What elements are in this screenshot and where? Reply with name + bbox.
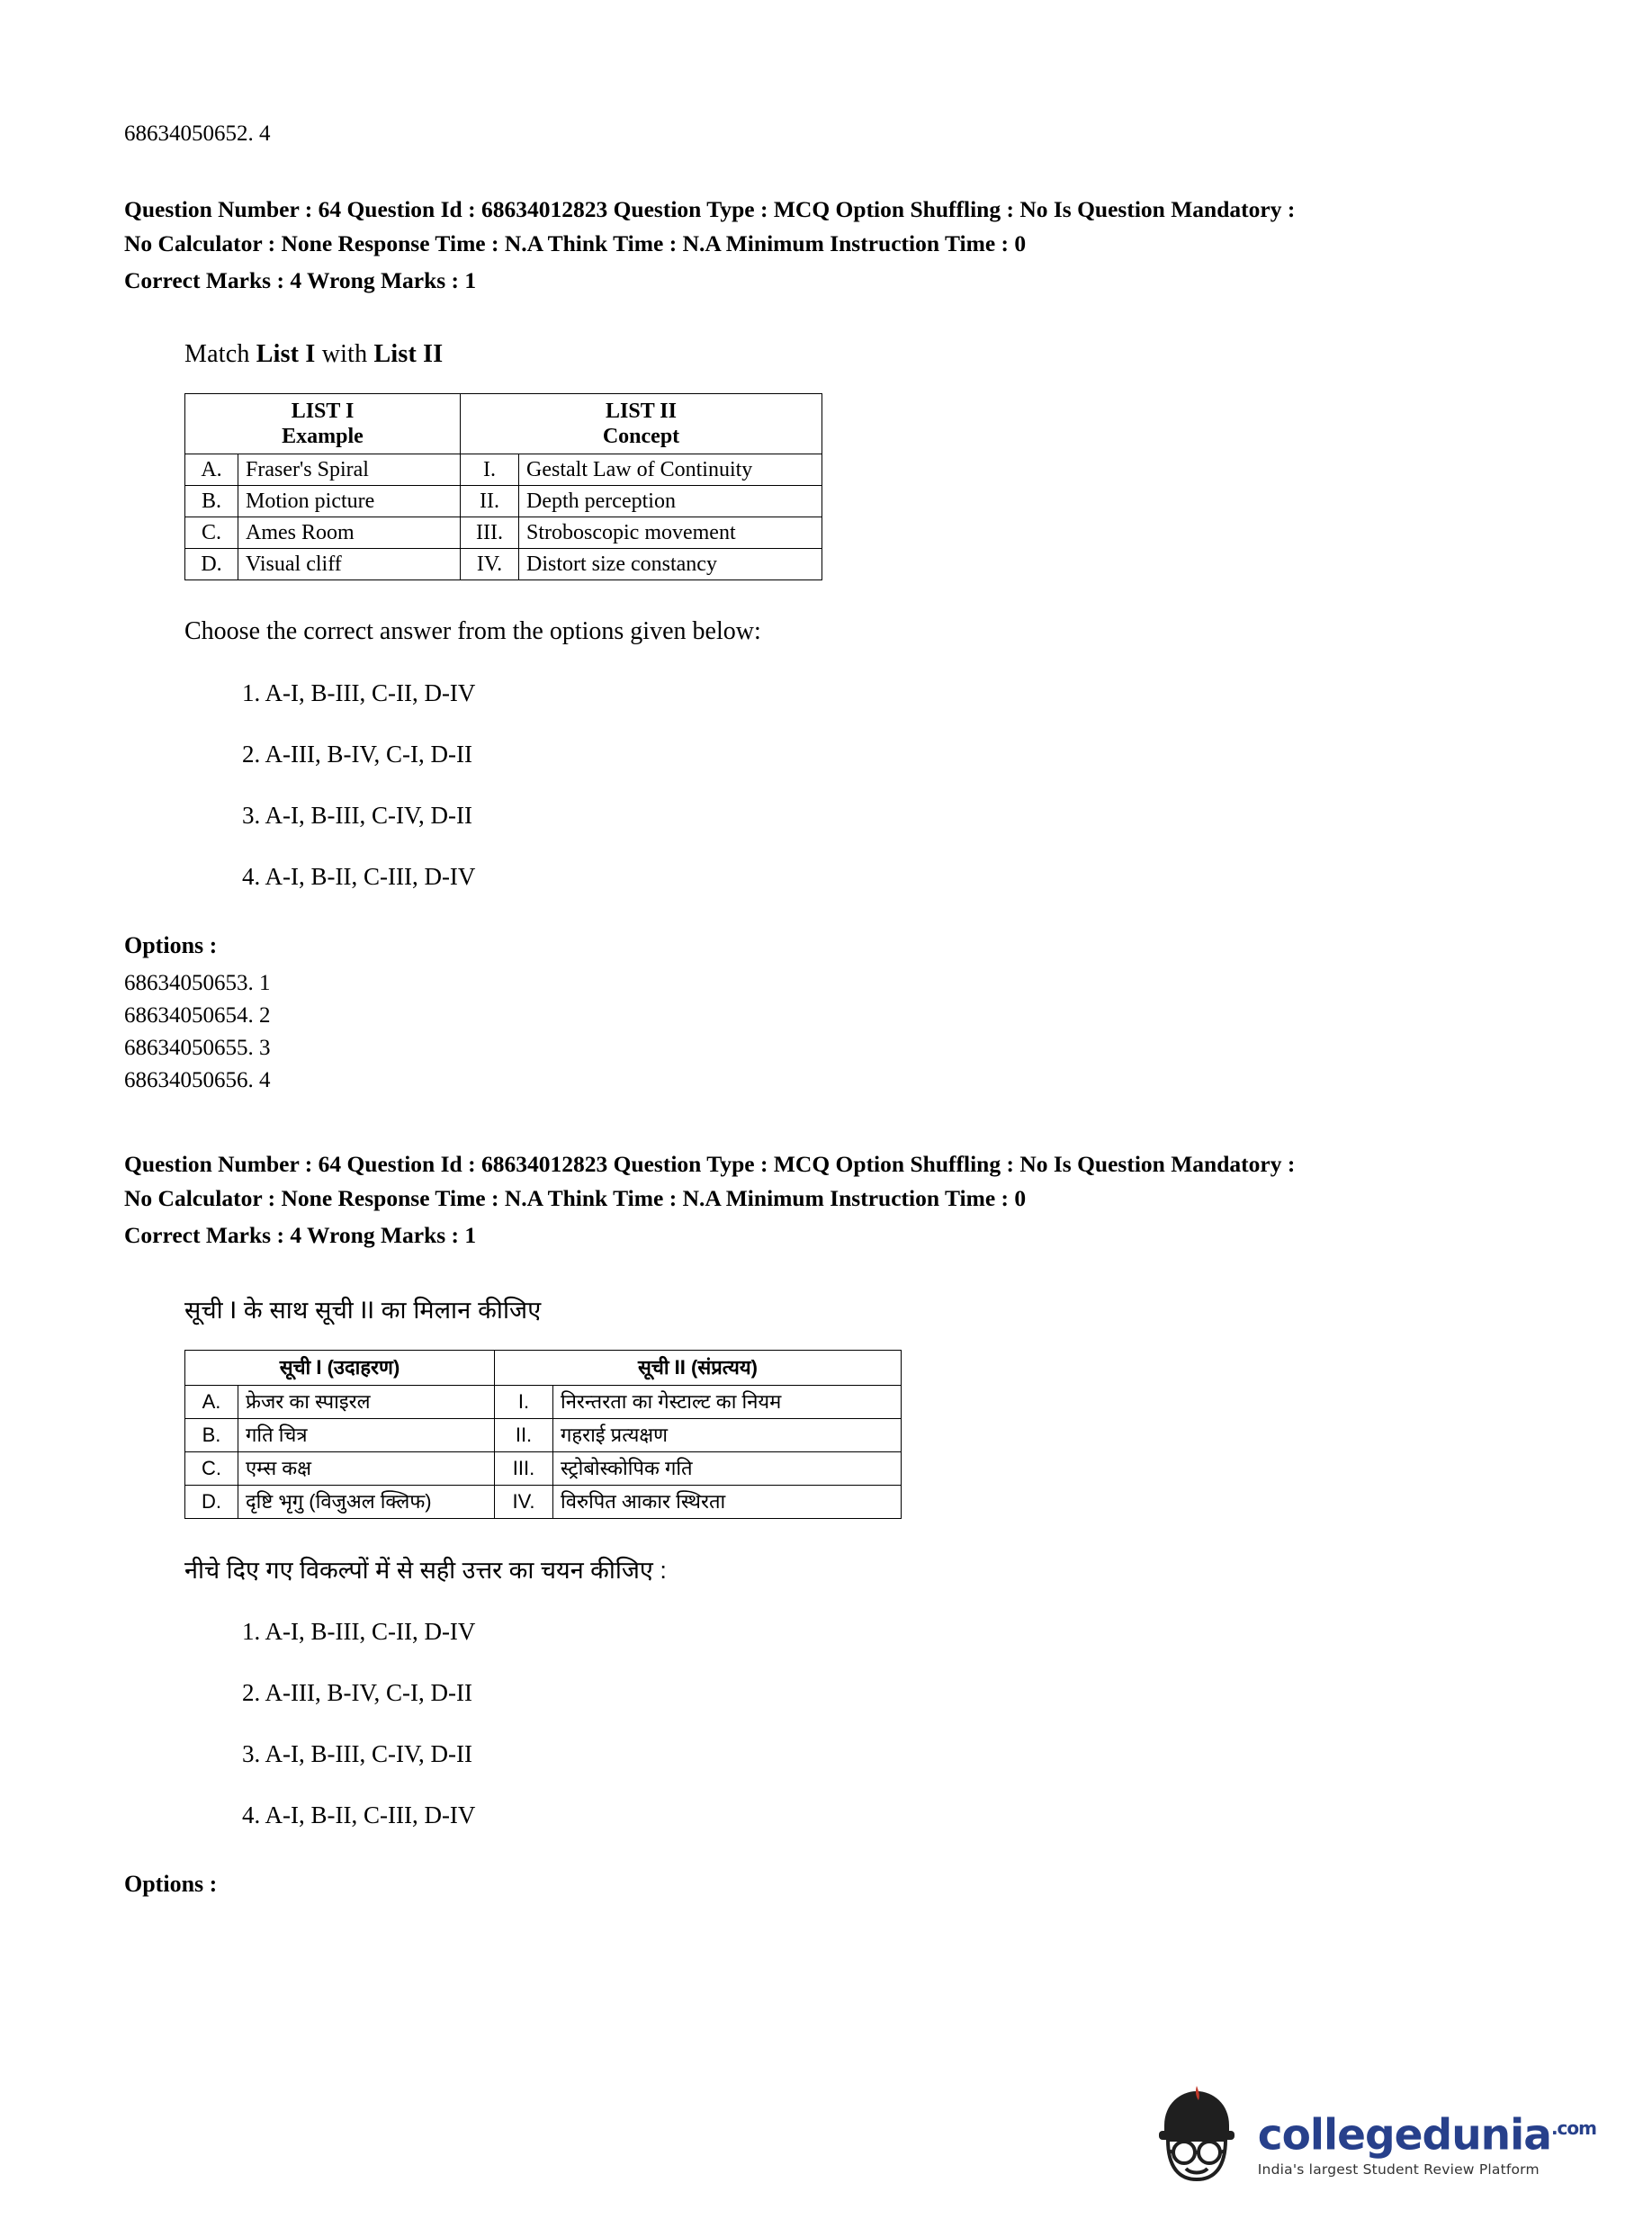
row-example: गति चित्र <box>238 1419 495 1452</box>
table-row <box>185 1486 902 1519</box>
row-roman: III. <box>495 1452 553 1486</box>
header-list-one-line1: LIST I <box>291 400 355 423</box>
header-list-two-line2: Concept <box>602 425 680 448</box>
option-id: 68634050655. 3 <box>124 1036 271 1060</box>
match-table-hindi <box>184 1350 902 1519</box>
table-row <box>185 454 822 486</box>
answer-option: 3. A-I, B-III, C-IV, D-II <box>242 802 472 829</box>
list-two-label: List II <box>373 340 444 368</box>
row-concept: Gestalt Law of Continuity <box>519 454 822 486</box>
choose-instruction: Choose the correct answer from the options given below: <box>184 617 761 645</box>
question-block-hindi <box>124 1147 1537 1899</box>
row-roman: III. <box>461 517 519 549</box>
match-instruction-hindi: सूची I के साथ सूची II का मिलान कीजिए <box>184 1297 542 1324</box>
answer-option: 4. A-I, B-II, C-III, D-IV <box>242 863 476 890</box>
collegedunia-wordmark <box>1258 2106 1596 2181</box>
row-label: B. <box>185 1419 238 1452</box>
brand-text: collegedunia <box>1257 2111 1551 2161</box>
answer-option: 2. A-III, B-IV, C-I, D-II <box>242 1679 472 1706</box>
table-row <box>185 517 822 549</box>
row-label: D. <box>185 1486 238 1519</box>
match-prefix: Match <box>184 340 256 368</box>
table-row <box>185 1419 902 1452</box>
row-example: Motion picture <box>238 486 461 517</box>
options-label: Options : <box>124 1871 218 1897</box>
options-label: Options : <box>124 932 218 958</box>
row-label: A. <box>185 454 238 486</box>
header-list-two-line1: LIST II <box>606 400 677 423</box>
row-label: C. <box>185 517 238 549</box>
row-concept: स्ट्रोबोस्कोपिक गति <box>553 1452 902 1486</box>
table-row <box>185 549 822 580</box>
answer-option: 1. A-I, B-III, C-II, D-IV <box>242 1618 476 1645</box>
row-concept: विरुपित आकार स्थिरता <box>553 1486 902 1519</box>
question-header-hindi <box>124 1147 1546 1253</box>
question-marks: Correct Marks : 4 Wrong Marks : 1 <box>124 267 477 293</box>
row-concept: Stroboscopic movement <box>519 517 822 549</box>
row-label: A. <box>185 1386 238 1419</box>
header-list-two <box>461 394 822 454</box>
row-concept: निरन्तरता का गेस्टाल्ट का नियम <box>553 1386 902 1419</box>
row-concept: Depth perception <box>519 486 822 517</box>
brand-tagline: India's largest Student Review Platform <box>1257 2161 1540 2178</box>
question-marks: Correct Marks : 4 Wrong Marks : 1 <box>124 1222 477 1248</box>
question-header-line2: No Calculator : None Response Time : N.A Think Time : N.A Minimum Instruction Time : 0 <box>124 230 1027 256</box>
match-table-english <box>184 393 822 580</box>
brand-suffix: .com <box>1550 2117 1596 2140</box>
table-row <box>185 486 822 517</box>
row-example: Fraser's Spiral <box>238 454 461 486</box>
page-content <box>124 119 1537 1899</box>
row-roman: I. <box>461 454 519 486</box>
option-id: 68634050653. 1 <box>124 971 271 995</box>
row-roman: IV. <box>495 1486 553 1519</box>
row-concept: गहराई प्रत्यक्षण <box>553 1419 902 1452</box>
row-roman: II. <box>461 486 519 517</box>
row-example: फ्रेजर का स्पाइरल <box>238 1386 495 1419</box>
header-list-two: सूची II (संप्रत्यय) <box>495 1351 902 1386</box>
row-label: D. <box>185 549 238 580</box>
answer-option: 2. A-III, B-IV, C-I, D-II <box>242 741 472 768</box>
choose-instruction-hindi: नीचे दिए गए विकल्पों में से सही उत्तर का चयन कीजिए : <box>184 1557 667 1584</box>
option-id: 68634050656. 4 <box>124 1068 271 1092</box>
match-instruction <box>184 339 1537 370</box>
row-roman: I. <box>495 1386 553 1419</box>
question-header-english <box>124 193 1546 298</box>
table-header-row <box>185 394 822 454</box>
option-id: 68634050654. 2 <box>124 1003 271 1028</box>
collegedunia-mascot-icon <box>1146 2084 1247 2181</box>
question-header-line2: No Calculator : None Response Time : N.A Think Time : N.A Minimum Instruction Time : 0 <box>124 1185 1027 1211</box>
row-label: C. <box>185 1452 238 1486</box>
match-middle: with <box>315 340 374 368</box>
row-example: एम्स कक्ष <box>238 1452 495 1486</box>
collegedunia-watermark <box>1146 2084 1596 2181</box>
header-list-one-line2: Example <box>282 425 364 448</box>
question-body-english <box>156 339 1537 892</box>
question-header-line1: Question Number : 64 Question Id : 68634012823 Question Type : MCQ Option Shuffling : No Is Question Mandatory : <box>124 196 1296 222</box>
table-row <box>185 1452 902 1486</box>
list-one-label: List I <box>256 340 316 368</box>
answer-option: 1. A-I, B-III, C-II, D-IV <box>242 679 476 706</box>
question-body-hindi <box>156 1294 1537 1830</box>
option-id-list <box>124 967 1537 1097</box>
header-list-one <box>185 394 461 454</box>
row-example: Ames Room <box>238 517 461 549</box>
brand-name <box>1258 2106 1596 2159</box>
row-roman: II. <box>495 1419 553 1452</box>
question-header-line1: Question Number : 64 Question Id : 68634012823 Question Type : MCQ Option Shuffling : No Is Question Mandatory : <box>124 1151 1296 1177</box>
table-row <box>185 1386 902 1419</box>
row-example: दृष्टि भृगु (विजुअल क्लिफ) <box>238 1486 495 1519</box>
previous-option-id: 68634050652. 4 <box>124 121 271 146</box>
header-list-one: सूची I (उदाहरण) <box>185 1351 495 1386</box>
row-label: B. <box>185 486 238 517</box>
answer-option: 3. A-I, B-III, C-IV, D-II <box>242 1740 472 1767</box>
row-example: Visual cliff <box>238 549 461 580</box>
row-roman: IV. <box>461 549 519 580</box>
row-concept: Distort size constancy <box>519 549 822 580</box>
table-header-row <box>185 1351 902 1386</box>
answer-option: 4. A-I, B-II, C-III, D-IV <box>242 1801 476 1828</box>
